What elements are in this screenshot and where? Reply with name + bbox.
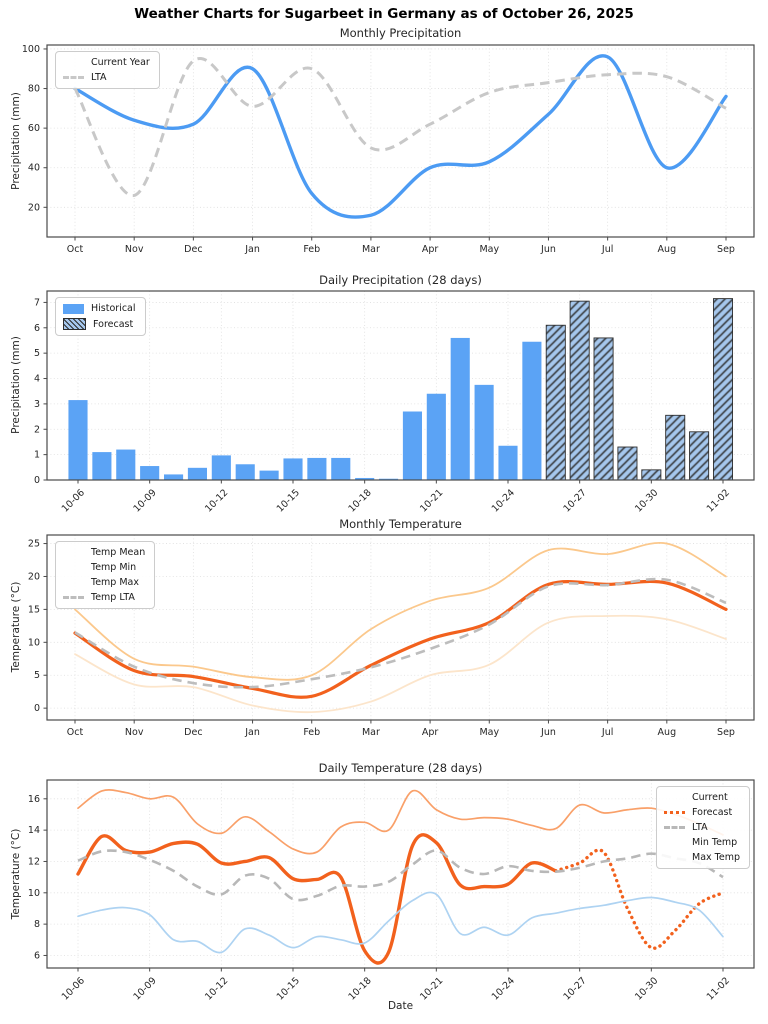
monthly-temperature-ylabel: Temperature (°C) (10, 581, 22, 673)
legend-label: Current Year (91, 57, 150, 68)
legend-label: Temp Max (91, 577, 139, 588)
daily-temperature-title: Daily Temperature (28 days) (318, 761, 483, 775)
legend-label: LTA (91, 72, 107, 83)
legend-item (664, 792, 740, 803)
figure-title: Weather Charts for Sugarbeet in Germany as of October 26, 2025 (134, 6, 634, 22)
legend-item (664, 837, 740, 848)
legend-label: Forecast (692, 807, 733, 818)
legend-label: LTA (692, 822, 708, 833)
daily-temperature-legend (656, 786, 750, 869)
daily-temperature-ylabel: Temperature (°C) (10, 828, 22, 920)
legend-swatch (664, 811, 685, 814)
legend-item (664, 807, 740, 818)
legend-swatch (63, 596, 84, 599)
legend-label: Max Temp (692, 852, 740, 863)
x-axis-label-date: Date (387, 1000, 414, 1012)
legend-item (664, 822, 740, 833)
legend-swatch (664, 826, 685, 829)
monthly-temperature-title: Monthly Temperature (339, 517, 462, 531)
legend-swatch (63, 304, 84, 314)
legend-label: Min Temp (692, 837, 738, 848)
daily-precipitation-legend (55, 297, 146, 336)
legend-swatch (63, 76, 84, 79)
monthly-precipitation-legend (55, 51, 160, 89)
legend-item (63, 303, 136, 314)
legend-item (63, 592, 145, 603)
legend-label: Forecast (93, 318, 134, 330)
legend-label: Historical (91, 303, 136, 314)
legend-item (63, 57, 150, 68)
legend-label: Temp Min (91, 562, 137, 573)
legend-item (664, 852, 740, 863)
legend-label: Temp Mean (91, 547, 146, 558)
legend-swatch (63, 318, 86, 330)
monthly-precipitation-title: Monthly Precipitation (339, 26, 462, 40)
daily-precipitation-title: Daily Precipitation (28 days) (319, 273, 482, 287)
monthly-temperature-legend (55, 541, 155, 609)
daily-precipitation-ylabel: Precipitation (mm) (10, 336, 22, 434)
legend-label: Temp LTA (91, 592, 135, 603)
legend-label: Current (692, 792, 728, 803)
legend-item (63, 318, 136, 330)
legend-item (63, 562, 145, 573)
legend-item (63, 72, 150, 83)
legend-item (63, 577, 145, 588)
monthly-precipitation-ylabel: Precipitation (mm) (10, 92, 22, 190)
legend-item (63, 547, 145, 558)
